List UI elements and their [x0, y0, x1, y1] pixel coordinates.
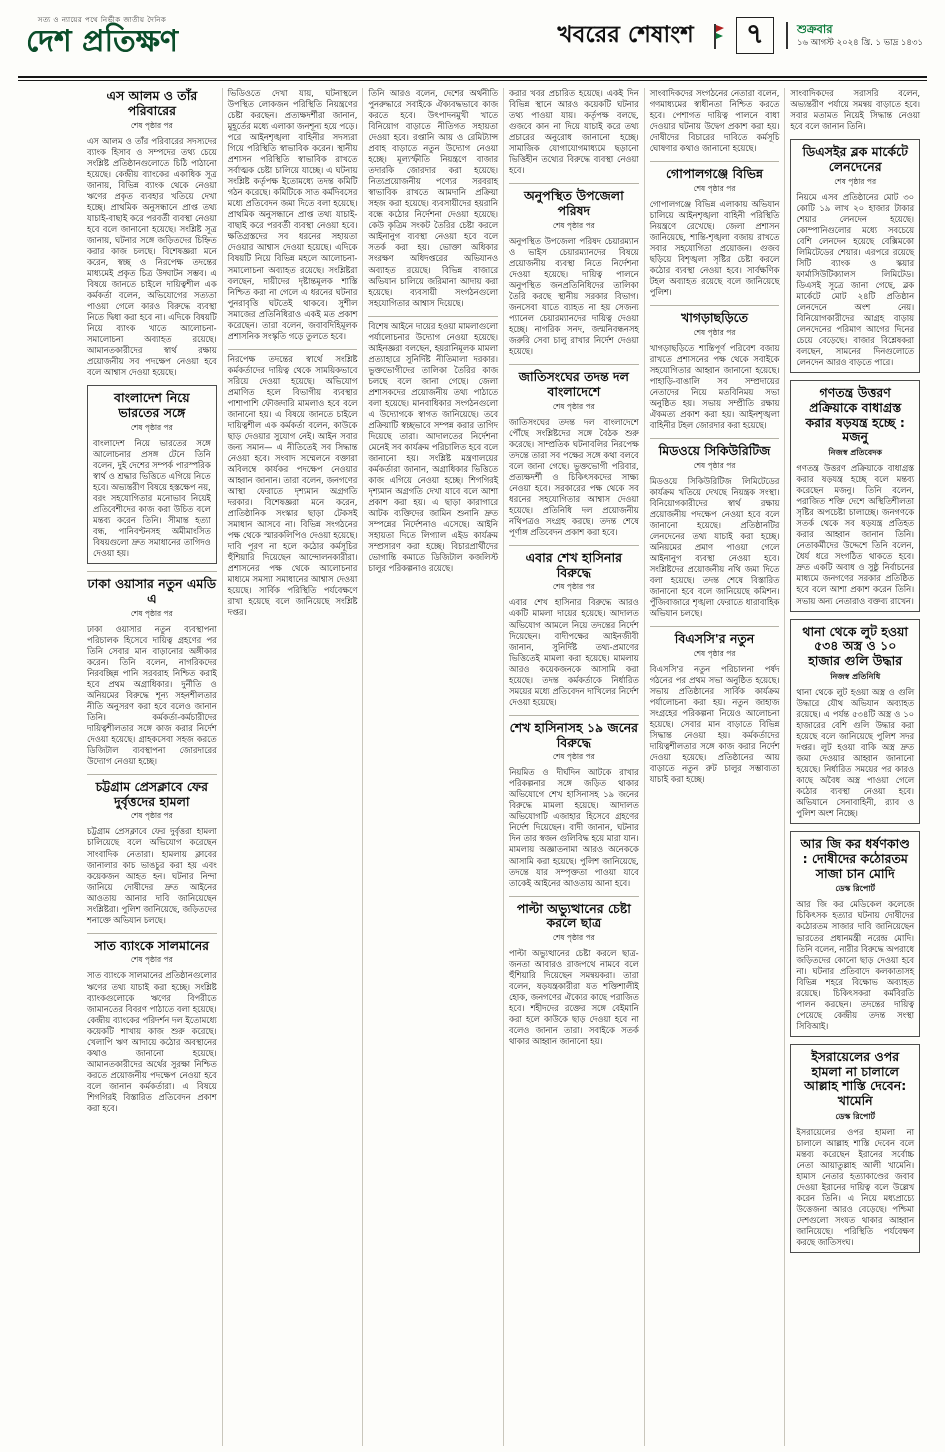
article-body: নিরপেক্ষ তদন্তের স্বার্থে সংশ্লিষ্ট কর্মকর্তাদের দায়িত্ব থেকে সাময়িকভাবে সরিয়ে দেওয়া হয়েছে। অভিযোগ প্রমাণিত হলে বিভাগীয় ব্যবস্থার পাশাপাশি ফৌজদারি মামলাও হবে বলে জানানো হয়। এ বিষয়ে জানতে চাইলে দায়িত্বশীল এক কর্মকর্তা বলেন, কাউকে ছাড় দেওয়ার সুযোগ নেই। আইন সবার জন্য সমান— এ নীতিতেই সব সিদ্ধান্ত নেওয়া হবে। সংবাদ সম্মেলনে বক্তারা অবিলম্বে কার্যকর পদক্ষেপ নেওয়ার আহ্বান জানান। তারা বলেন, জনগণের আস্থা ফেরাতে দৃশ্যমান অগ্রগতি দরকার। বিশেষজ্ঞরা মনে করেন, প্রাতিষ্ঠানিক সংস্কার ছাড়া টেকসই সমাধান আসবে না। বিভিন্ন সংগঠনের পক্ষ থেকে স্মারকলিপিও দেওয়া হয়েছে। দাবি পূরণ না হলে কঠোর কর্মসূচির হুঁশিয়ারি দিয়েছেন আন্দোলনকারীরা। প্রশাসনের পক্ষ থেকে আলোচনার মাধ্যমে সমস্যা সমাধানের আশ্বাস দেওয়া হয়েছে। সার্বিক পরিস্থিতি পর্যবেক্ষণে রাখা হয়েছে বলে জানিয়েছে সংশ্লিষ্ট দপ্তর। [227, 353, 358, 618]
article [509, 364, 639, 538]
article [650, 626, 780, 785]
article [790, 619, 920, 825]
article [509, 88, 639, 176]
article-headline: অনুপস্থিত উপজেলা পরিষদ [523, 188, 624, 218]
article-body: খাগড়াছড়িতে শান্তিপূর্ণ পরিবেশ বজায় রাখতে প্রশাসনের পক্ষ থেকে সবাইকে সহযোগিতার আহ্বান জানানো হয়েছে। পাহাড়ি-বাঙালি সব সম্প্রদায়ের নেতাদের নিয়ে মতবিনিময় সভা অনুষ্ঠিত হয়। সভায় সম্প্রীতি রক্ষায় ঐকমত্য প্রকাশ করা হয়। আইনশৃঙ্খলা বাহিনীর টহল জোরদার করা হয়েছে। [649, 342, 780, 431]
article-headline: আর জি কর ধর্ষণকাণ্ড : দোষীদের কঠোরতম সাজা চান মোদি [800, 836, 910, 881]
continued-from-label: শেষ পৃষ্ঠার পর [130, 120, 173, 130]
continued-from-label: শেষ পৃষ্ঠার পর [552, 582, 595, 592]
article-headline: বিএসসি'র নতুন [674, 631, 755, 647]
article-body: নিয়মে এসব প্রতিষ্ঠানের মোট ৩০ কোটি ১৯ লাখ ২০ হাজার টাকার শেয়ার লেনদেন হয়েছে। কোম্পানিগুলোর মধ্যে সবচেয়ে বেশি লেনদেন হয়েছে বেক্সিমকো লিমিটেডের শেয়ার। এরপরে রয়েছে সিটি ব্যাংক ও স্কয়ার ফার্মাসিউটিক্যালস লিমিটেড। ডিএসই সূত্রে জানা গেছে, ব্লক মার্কেটে মোট ২৪টি প্রতিষ্ঠান লেনদেনে অংশ নেয়। বিনিয়োগকারীদের আগ্রহ বাড়ায় লেনদেনের পরিমাণ আগের দিনের চেয়ে বেড়েছে। বাজার বিশ্লেষকরা বলছেন, সামনের দিনগুলোতে লেনদেন আরও বাড়তে পারে। [796, 191, 915, 368]
header-rule-thick [18, 76, 927, 78]
article-headline: চট্টগ্রাম প্রেসক্লাবে ফের দুর্বৃত্তদের হামলা [95, 778, 209, 809]
column-2 [222, 88, 363, 1446]
article [228, 88, 358, 342]
continued-from-label: শেষ পৃষ্ঠার পর [834, 176, 877, 186]
column-1 [82, 88, 222, 1446]
article-headline: থানা থেকে লুট হওয়া ৫৩৪ অস্ত্র ও ১০ হাজার গুলি উদ্ধার [802, 623, 909, 669]
column-3 [362, 88, 503, 1446]
continued-from-label: শেষ পৃষ্ঠার পর [693, 649, 736, 659]
continued-from-label: শেষ পৃষ্ঠার পর [130, 955, 173, 965]
continued-from-label: শেষ পৃষ্ঠার পর [130, 608, 173, 618]
article-body: সাত ব্যাংকে সালমানের প্রতিষ্ঠানগুলোর ঋণের তথ্য যাচাই করা হচ্ছে। সংশ্লিষ্ট ব্যাংকগুলোকে ঋণের বিপরীতে জামানতের বিবরণ পাঠাতে বলা হয়েছে। কেন্দ্রীয় ব্যাংকের পরিদর্শন দল ইতোমধ্যে কয়েকটি শাখায় কাজ শুরু করেছে। খেলাপি ঋণ আদায়ে কঠোর অবস্থানের কথাও জানানো হয়েছে। আমানতকারীদের অর্থের সুরক্ষা নিশ্চিত করতে প্রয়োজনীয় পদক্ষেপ নেওয়া হবে বলে জানান কর্মকর্তারা। এ বিষয়ে শিগগিরই বিস্তারিত প্রতিবেদন প্রকাশ করা হবে। [87, 970, 217, 1113]
continued-from-label: শেষ পৃষ্ঠার পর [130, 422, 173, 432]
article-body: এস আলম ও তাঁর পরিবারের সদস্যদের ব্যাংক হিসাব ও সম্পদের তথ্য চেয়ে সংশ্লিষ্ট প্রতিষ্ঠানগুলোতে চিঠি পাঠানো হয়েছে। কেন্দ্রীয় ব্যাংকের একাধিক সূত্র জানায়, বিভিন্ন ব্যাংক থেকে নেওয়া ঋণের প্রকৃত ব্যবহার খতিয়ে দেখা হচ্ছে। প্রাথমিক অনুসন্ধানে প্রাপ্ত তথ্য যাচাই-বাছাই করে পরবর্তী ব্যবস্থা নেওয়া হবে বলে জানানো হয়েছে। সংশ্লিষ্ট সূত্র জানায়, ঘটনার সঙ্গে জড়িতদের চিহ্নিত করার কাজ চলছে। বিশেষজ্ঞরা মনে করেন, স্বচ্ছ ও নিরপেক্ষ তদন্তের মাধ্যমেই প্রকৃত চিত্র উদ্ঘাটন সম্ভব। এ বিষয়ে জানতে চাইলে দায়িত্বশীল এক কর্মকর্তা বলেন, অভিযোগের সত্যতা পাওয়া গেলে কারও বিরুদ্ধে ব্যবস্থা নিতে দ্বিধা করা হবে না। এদিকে বিষয়টি নিয়ে ব্যাংক খাতে আলোচনা-সমালোচনা অব্যাহত রয়েছে। আমানতকারীদের স্বার্থ রক্ষায় প্রয়োজনীয় সব পদক্ষেপ নেওয়া হবে বলে আশ্বাস দেওয়া হয়েছে। [87, 135, 217, 378]
article-headline: জাতিসংঘের তদন্ত দল বাংলাদেশে [518, 369, 629, 399]
article [790, 831, 920, 1037]
article-headline: এস আলম ও তাঁর পরিবারের [106, 88, 198, 118]
article-headline: মিডওয়ে সিকিউরিটিজ [658, 443, 771, 459]
article-body: অনুপস্থিত উপজেলা পরিষদ চেয়ারম্যান ও ভাইস চেয়ারম্যানদের বিষয়ে প্রয়োজনীয় ব্যবস্থা নিতে নির্দেশনা দেওয়া হয়েছে। দায়িত্ব পালনে অনুপস্থিত জনপ্রতিনিধিদের তালিকা তৈরি করছে স্থানীয় সরকার বিভাগ। জনসেবা যাতে ব্যাহত না হয় সেজন্য প্যানেল চেয়ারম্যানদের দায়িত্ব দেওয়া হচ্ছে। নাগরিক সনদ, জন্মনিবন্ধনসহ জরুরি সেবা চালু রাখার নির্দেশ দেওয়া হয়েছে। [509, 235, 639, 357]
article-body: চট্টগ্রাম প্রেসক্লাবে ফের দুর্বৃত্তরা হামলা চালিয়েছে বলে অভিযোগ করেছেন সাংবাদিক নেতারা। হামলায় ক্লাবের জানালার কাচ ভাঙচুর করা হয় এবং কয়েকজন আহত হন। ঘটনার নিন্দা জানিয়ে দোষীদের দ্রুত আইনের আওতায় আনার দাবি জানিয়েছেন সংশ্লিষ্টরা। পুলিশ জানিয়েছে, জড়িতদের শনাক্তে অভিযান চলছে। [87, 826, 217, 925]
continued-from-label: শেষ পৃষ্ঠার পর [552, 401, 595, 411]
article-headline: ইসরায়েলের ওপর হামলা না চালালে আল্লাহ শাস্তি দেবেন: খামেনি [804, 1048, 907, 1109]
article-headline: শেখ হাসিনাসহ ১৯ জনের বিরুদ্ধে [509, 719, 639, 750]
article-headline: ঢাকা ওয়াসার নতুন এমডি এ [87, 576, 217, 606]
article-body: পাল্টা অভ্যুত্থানের চেষ্টা করলে ছাত্র-জনতা আবারও রাজপথে নামবে বলে হুঁশিয়ারি দিয়েছেন সমন্বয়করা। তারা বলেন, ষড়যন্ত্রকারীরা যত শক্তিশালীই হোক, জনগণের ঐক্যের কাছে পরাজিত হবে। শহীদদের রক্তের সঙ্গে বেইমানি করা হলে কাউকে ছাড় দেওয়া হবে না বলেও জানান তারা। সবাইকে সতর্ক থাকার আহ্বান জানানো হয়। [509, 948, 639, 1047]
article-headline: ডিএসইর ব্লক মার্কেটে লেনদেনের [802, 144, 908, 174]
header-rule-thin [18, 80, 927, 81]
article-body: সাংবাদিকদের সংগঠনের নেতারা বলেন, গণমাধ্যমের স্বাধীনতা নিশ্চিত করতে হবে। পেশাগত দায়িত্ব পালনে বাধা দেওয়ার ঘটনায় উদ্বেগ প্রকাশ করা হয়। দোষীদের বিচারের দাবিতে কর্মসূচি ঘোষণার কথাও জানানো হয়েছে। [649, 88, 780, 154]
article-body: সাংবাদিকদের সরাসরি বলেন, অভ্যন্তরীণ পর্যায়ে সমন্বয় বাড়াতে হবে। সবার মতামত নিয়েই সিদ্ধান্ত নেওয়া হবে বলে জানান তিনি। [790, 88, 921, 132]
masthead-title: দেশ প্রতিক্ষণ [26, 24, 179, 59]
article [650, 88, 780, 154]
article [650, 438, 780, 619]
article-headline: পাল্টা অভ্যুত্থানের চেষ্টা করলে ছাত্র [516, 900, 631, 931]
continued-from-label: শেষ পৃষ্ঠার পর [693, 183, 736, 193]
article-byline: ডেস্ক রিপোর্ট [835, 884, 876, 894]
continued-from-label: শেষ পৃষ্ঠার পর [552, 220, 595, 230]
page-header [0, 8, 945, 74]
article-body: গোপালগঞ্জে বিভিন্ন এলাকায় অভিযান চালিয়ে আইনশৃঙ্খলা বাহিনী পরিস্থিতি নিয়ন্ত্রণে রেখেছে। জেলা প্রশাসন জানিয়েছে, শান্তি-শৃঙ্খলা বজায় রাখতে সবার সহযোগিতা প্রয়োজন। গুজব ছড়িয়ে বিশৃঙ্খলা সৃষ্টির চেষ্টা করলে কঠোর ব্যবস্থা নেওয়া হবে। সার্বক্ষণিক টহল অব্যাহত রয়েছে বলে জানিয়েছে পুলিশ। [649, 198, 780, 298]
article-body: করার খবর প্রচারিত হয়েছে। একই দিন বিভিন্ন স্থানে আরও কয়েকটি ঘটনার তথ্য পাওয়া যায়। কর্তৃপক্ষ বলছে, গুজবে কান না দিয়ে যাচাই করে তথ্য প্রচারের অনুরোধ জানানো হচ্ছে। সামাজিক যোগাযোগমাধ্যমে ছড়ানো ভিত্তিহীন তথ্যের বিরুদ্ধে ব্যবস্থা নেওয়া হবে। [509, 88, 639, 176]
article-byline: নিজস্ব প্রতিনিধি [830, 671, 881, 681]
article [87, 774, 217, 926]
masthead-tagline: সত্য ও ন্যায়ের পথে নির্ভীক জাতীয় দৈনিক [37, 16, 167, 24]
column-5 [644, 88, 785, 1446]
article [650, 161, 780, 298]
article-body: গণতন্ত্র উত্তরণ প্রক্রিয়াকে বাধাগ্রস্ত করার ষড়যন্ত্র হচ্ছে বলে মন্তব্য করেছেন মজনু। তিনি বলেন, পরাজিত শক্তি দেশে অস্থিতিশীলতা সৃষ্টির অপচেষ্টা চালাচ্ছে। জনগণকে সতর্ক থেকে সব ষড়যন্ত্র প্রতিহত করার আহ্বান জানান তিনি। নেতাকর্মীদের উদ্দেশে তিনি বলেন, ধৈর্য ধরে সংগঠিত থাকতে হবে। দ্রুত একটি অবাধ ও সুষ্ঠু নির্বাচনের মাধ্যমে জনগণের সরকার প্রতিষ্ঠিত হবে বলে আশা প্রকাশ করেন তিনি। সভায় অন্য নেতারাও বক্তব্য রাখেন। [796, 463, 915, 606]
section-header [557, 16, 923, 55]
article-headline: বাংলাদেশ নিয়ে ভারতের সঙ্গে [114, 390, 190, 420]
article [650, 305, 780, 431]
article [228, 349, 358, 619]
flag-ornament-icon [706, 23, 724, 49]
article-body: জাতিসংঘের তদন্ত দল বাংলাদেশে পৌঁছে সংশ্লিষ্টদের সঙ্গে বৈঠক শুরু করেছে। সাম্প্রতিক ঘটনাবলির নিরপেক্ষ তদন্তে তারা সব পক্ষের সঙ্গে কথা বলবে বলে জানা গেছে। ভুক্তভোগী পরিবার, প্রত্যক্ষদর্শী ও চিকিৎসকদের সাক্ষ্য নেওয়া হবে। সরকারের পক্ষ থেকে সব ধরনের সহযোগিতার আশ্বাস দেওয়া হয়েছে। প্রতিনিধি দল প্রয়োজনীয় নথিপত্রও সংগ্রহ করছে। তদন্ত শেষে পূর্ণাঙ্গ প্রতিবেদন প্রকাশ করা হবে। [509, 416, 639, 537]
article [509, 183, 639, 357]
article-body: এবার শেখ হাসিনার বিরুদ্ধে আরও একটি মামলা দায়ের হয়েছে। আদালত অভিযোগ আমলে নিয়ে তদন্তের নির্দেশ দিয়েছেন। বাদীপক্ষের আইনজীবী জানান, সুনির্দিষ্ট তথ্য-প্রমাণের ভিত্তিতেই মামলা করা হয়েছে। মামলায় আরও কয়েকজনকে আসামি করা হয়েছে। তদন্ত কর্মকর্তাকে নির্ধারিত সময়ের মধ্যে প্রতিবেদন দাখিলের নির্দেশ দেওয়া হয়েছে। [509, 597, 639, 707]
article-body: তিনি আরও বলেন, দেশের অর্থনীতি পুনরুদ্ধারে সবাইকে ঐক্যবদ্ধভাবে কাজ করতে হবে। উৎপাদনমুখী খাতে বিনিয়োগ বাড়াতে নীতিগত সহায়তা দেওয়া হবে। রপ্তানি আয় ও রেমিট্যান্স প্রবাহ বাড়াতে নতুন উদ্যোগ নেওয়া হচ্ছে। মূল্যস্ফীতি নিয়ন্ত্রণে বাজার তদারকি জোরদার করা হয়েছে। নিত্যপ্রয়োজনীয় পণ্যের সরবরাহ স্বাভাবিক রাখতে আমদানি প্রক্রিয়া সহজ করা হয়েছে। ব্যবসায়ীদের হয়রানি বন্ধে কঠোর নির্দেশনা দেওয়া হয়েছে। কেউ কৃত্রিম সংকট তৈরির চেষ্টা করলে আইনানুগ ব্যবস্থা নেওয়া হবে বলে সতর্ক করা হয়। ভোক্তা অধিকার সংরক্ষণ অধিদপ্তরের অভিযানও অব্যাহত রয়েছে। বিভিন্ন বাজারে অভিযান চালিয়ে জরিমানা আদায় করা হয়েছে। ব্যবসায়ী সংগঠনগুলো সহযোগিতার আশ্বাস দিয়েছে। [368, 88, 499, 308]
article [790, 88, 920, 132]
continued-from-label: শেষ পৃষ্ঠার পর [130, 811, 173, 821]
article-byline: ডেস্ক রিপোর্ট [835, 1111, 876, 1121]
article-headline: গণতন্ত্র উত্তরণ প্রক্রিয়াকে বাধাগ্রস্ত করার ষড়যন্ত্র হচ্ছে : মজনু [805, 385, 905, 445]
article-headline: এবার শেখ হাসিনার বিরুদ্ধে [525, 549, 623, 580]
article-body: বিএসসি'র নতুন পরিচালনা পর্ষদ গঠনের পর প্রথম সভা অনুষ্ঠিত হয়েছে। সভায় প্রতিষ্ঠানের সার্বিক কার্যক্রম পর্যালোচনা করা হয়। নতুন জাহাজ সংগ্রহের পরিকল্পনা নিয়েও আলোচনা হয়েছে। সেবার মান বাড়াতে বিভিন্ন সিদ্ধান্ত নেওয়া হয়। কর্মকর্তাদের দায়িত্বশীলতার সঙ্গে কাজ করার নির্দেশ দেওয়া হয়েছে। প্রতিষ্ঠানের আয় বাড়াতে নতুন রুট চালুর সম্ভাব্যতা যাচাই করা হচ্ছে। [649, 664, 780, 785]
article-byline: নিজস্ব প্রতিবেদক [828, 448, 882, 458]
article [509, 896, 639, 1048]
section-title: খবরের শেষাংশ [557, 22, 694, 48]
masthead [26, 14, 178, 57]
date-box [786, 22, 923, 49]
article-body: বিশেষ আইনে দায়ের হওয়া মামলাগুলো পর্যালোচনার উদ্যোগ নেওয়া হয়েছে। আইনজ্ঞরা বলছেন, হয়রানিমূলক মামলা প্রত্যাহারে সুনির্দিষ্ট নীতিমালা দরকার। ভুক্তভোগীদের তালিকা তৈরির কাজ চলছে বলে জানা গেছে। জেলা প্রশাসকদের প্রয়োজনীয় তথ্য পাঠাতে বলা হয়েছে। মানবাধিকার সংগঠনগুলো এ উদ্যোগকে স্বাগত জানিয়েছে। তবে প্রক্রিয়াটি স্বচ্ছভাবে সম্পন্ন করার তাগিদ দিয়েছে তারা। আদালতের নির্দেশনা মেনেই সব কার্যক্রম পরিচালিত হবে বলে জানানো হয়। সংশ্লিষ্ট মন্ত্রণালয়ের কর্মকর্তারা জানান, অগ্রাধিকার ভিত্তিতে কাজ এগিয়ে নেওয়া হচ্ছে। শিগগিরই দৃশ্যমান অগ্রগতি দেখা যাবে বলে আশা প্রকাশ করা হয়। এ ছাড়া কারাগারে আটক ব্যক্তিদের জামিন শুনানি দ্রুত সম্পন্নের নির্দেশনাও এসেছে। আইনি সহায়তা দিতে লিগ্যাল এইড কার্যক্রম সম্প্রসারণ করা হচ্ছে। বিচারপ্রার্থীদের ভোগান্তি কমাতে ডিজিটাল কজলিস্ট চালুর পরিকল্পনাও রয়েছে। [368, 320, 499, 574]
article-body: ইসরায়েলের ওপর হামলা না চালালে আল্লাহ শাস্তি দেবেন বলে মন্তব্য করেছেন ইরানের সর্বোচ্চ নেতা আয়াতুল্লাহ আলী খামেনি। হামাস নেতার হত্যাকাণ্ডের জবাব দেওয়া ইরানের দায়িত্ব বলে উল্লেখ করেন তিনি। এ নিয়ে মধ্যপ্রাচ্যে উত্তেজনা আরও বেড়েছে। পশ্চিমা দেশগুলো সংযত থাকার আহ্বান জানিয়েছে। পরিস্থিতি পর্যবেক্ষণ করছে জাতিসংঘ। [796, 1126, 915, 1248]
article-headline: সাত ব্যাংকে সালমানের [94, 937, 210, 953]
continued-from-label: শেষ পৃষ্ঠার পর [693, 327, 736, 337]
article [509, 545, 639, 708]
continued-from-label: শেষ পৃষ্ঠার পর [693, 460, 736, 470]
article-body: নিয়মিত ও দীর্ঘদিন আটকে রাখার পরিকল্পনার সঙ্গে জড়িত থাকার অভিযোগে শেখ হাসিনাসহ ১৯ জনের বিরুদ্ধে মামলা হয়েছে। আদালত অভিযোগটি এজাহার হিসেবে গ্রহণের নির্দেশ দিয়েছেন। বাদী জানান, ঘটনার দিন তার স্বজন গুলিবিদ্ধ হয়ে মারা যান। মামলায় অজ্ঞাতনামা আরও অনেককে আসামি করা হয়েছে। পুলিশ জানিয়েছে, তদন্তে যার সম্পৃক্ততা পাওয়া যাবে তাকেই আইনের আওতায় আনা হবে। [509, 767, 639, 888]
article [509, 715, 639, 889]
article [368, 88, 498, 309]
date-line: ১৬ আগস্ট ২০২৪ খ্রি. ১ ভাদ্র ১৪৩১ [796, 37, 923, 48]
article-body: আর জি কর মেডিকেল কলেজে চিকিৎসক হত্যার ঘটনায় দোষীদের কঠোরতম সাজার দাবি জানিয়েছেন ভারতের প্রধানমন্ত্রী নরেন্দ্র মোদি। তিনি বলেন, নারীর বিরুদ্ধে অপরাধে জড়িতদের কোনো ছাড় দেওয়া হবে না। ঘটনার প্রতিবাদে কলকাতাসহ বিভিন্ন শহরে বিক্ষোভ অব্যাহত রয়েছে। চিকিৎসকরা কর্মবিরতি পালন করছেন। তদন্তের দায়িত্ব পেয়েছে কেন্দ্রীয় তদন্ত সংস্থা সিবিআই। [796, 899, 915, 1031]
article [87, 385, 217, 564]
continued-from-label: শেষ পৃষ্ঠার পর [552, 752, 595, 762]
columns [82, 88, 925, 1446]
article [790, 1044, 920, 1253]
weekday: শুক্রবার [796, 22, 833, 36]
article [790, 139, 920, 373]
article-body: মিডওয়ে সিকিউরিটিজ লিমিটেডের কার্যক্রম খতিয়ে দেখছে নিয়ন্ত্রক সংস্থা। বিনিয়োগকারীদের স্বার্থ রক্ষায় প্রয়োজনীয় পদক্ষেপ নেওয়া হবে বলে জানানো হয়েছে। প্রতিষ্ঠানটির লেনদেনের তথ্য যাচাই করা হচ্ছে। অনিয়মের প্রমাণ পাওয়া গেলে আইনানুগ ব্যবস্থা নেওয়া হবে। সংশ্লিষ্টদের প্রয়োজনীয় নথি জমা দিতে বলা হয়েছে। তদন্ত শেষে বিস্তারিত জানানো হবে বলে জানিয়েছে কমিশন। পুঁজিবাজারে শৃঙ্খলা ফেরাতে ধারাবাহিক অভিযান চলছে। [649, 475, 780, 619]
article-headline: খাগড়াছড়িতে [680, 310, 749, 326]
column-4 [503, 88, 644, 1446]
article-headline: গোপালগঞ্জে বিভিন্ন [665, 166, 764, 182]
article [87, 571, 217, 767]
article-body: থানা থেকে লুট হওয়া অস্ত্র ও গুলি উদ্ধারে যৌথ অভিযান অব্যাহত রয়েছে। এ পর্যন্ত ৫৩৪টি অস্ত্র ও ১০ হাজারের বেশি গুলি উদ্ধার করা হয়েছে বলে জানিয়েছে পুলিশ সদর দপ্তর। লুট হওয়া বাকি অস্ত্র দ্রুত জমা দেওয়ার আহ্বান জানানো হয়েছে। নির্ধারিত সময়ের পর কারও কাছে অবৈধ অস্ত্র পাওয়া গেলে কঠোর ব্যবস্থা নেওয়া হবে। অভিযানে সেনাবাহিনী, র‌্যাব ও পুলিশ অংশ নিচ্ছে। [796, 686, 915, 819]
article-body: বাংলাদেশ নিয়ে ভারতের সঙ্গে আলোচনার প্রসঙ্গ টেনে তিনি বলেন, দুই দেশের সম্পর্ক পারস্পরিক স্বার্থ ও শ্রদ্ধার ভিত্তিতে এগিয়ে নিতে হবে। অভ্যন্তরীণ বিষয়ে হস্তক্ষেপ নয়, বরং সহযোগিতার মনোভাব নিয়েই প্রতিবেশীদের কাজ করা উচিত বলে মন্তব্য করেন তিনি। সীমান্ত হত্যা বন্ধ, পানিবণ্টনসহ অমীমাংসিত বিষয়গুলো দ্রুত সমাধানের তাগিদও দেওয়া হয়। [93, 437, 211, 558]
article [790, 380, 920, 611]
article-body: ভিডিওতে দেখা যায়, ঘটনাস্থলে উপস্থিত লোকজন পরিস্থিতি নিয়ন্ত্রণের চেষ্টা করছেন। প্রত্যক্ষদর্শীরা জানান, মুহূর্তের মধ্যে এলাকা জনশূন্য হয়ে পড়ে। পরে আইনশৃঙ্খলা বাহিনীর সদস্যরা গিয়ে পরিস্থিতি স্বাভাবিক করেন। স্থানীয় প্রশাসন পরিস্থিতি স্বাভাবিক রাখতে সর্বাত্মক চেষ্টা চালিয়ে যাচ্ছে। এ ঘটনায় সংশ্লিষ্ট কর্তৃপক্ষ ইতোমধ্যে তদন্ত কমিটি গঠন করেছে। কমিটিকে সাত কর্মদিবসের মধ্যে প্রতিবেদন জমা দিতে বলা হয়েছে। প্রাথমিক অনুসন্ধানে প্রাপ্ত তথ্য যাচাই-বাছাই করে পরবর্তী ব্যবস্থা নেওয়া হবে। ক্ষতিগ্রস্তদের সব ধরনের সহায়তা দেওয়ার আশ্বাস দেওয়া হয়েছে। এদিকে বিষয়টি নিয়ে বিভিন্ন মহলে আলোচনা-সমালোচনা অব্যাহত রয়েছে। সংশ্লিষ্টরা বলছেন, দায়ীদের দৃষ্টান্তমূলক শাস্তি নিশ্চিত করা না গেলে এ ধরনের ঘটনার পুনরাবৃত্তি ঘটতেই থাকবে। সুশীল সমাজের প্রতিনিধিরাও একই মত প্রকাশ করেছেন। তারা বলেন, জবাবদিহিমূলক প্রশাসনিক সংস্কৃতি গড়ে তুলতে হবে। [227, 88, 358, 341]
page-number: ৭ [736, 17, 774, 54]
continued-from-label: শেষ পৃষ্ঠার পর [552, 933, 595, 943]
article-body: ঢাকা ওয়াসার নতুন ব্যবস্থাপনা পরিচালক হিসেবে দায়িত্ব গ্রহণের পর তিনি সেবার মান বাড়ানোর অঙ্গীকার করেন। তিনি বলেন, নাগরিকদের নিরবচ্ছিন্ন পানি সরবরাহ নিশ্চিত করাই হবে প্রথম অগ্রাধিকার। দুর্নীতি ও অনিয়মের বিরুদ্ধে শূন্য সহনশীলতার নীতি অনুসরণ করা হবে বলেও জানান তিনি। কর্মকর্তা-কর্মচারীদের দায়িত্বশীলতার সঙ্গে কাজ করার নির্দেশ দেওয়া হয়েছে। গ্রাহকসেবা সহজ করতে ডিজিটাল ব্যবস্থাপনা জোরদারের উদ্যোগ নেওয়া হচ্ছে। [87, 623, 217, 766]
article [87, 933, 217, 1114]
article [87, 89, 217, 378]
article [368, 316, 498, 575]
column-6 [784, 88, 925, 1446]
